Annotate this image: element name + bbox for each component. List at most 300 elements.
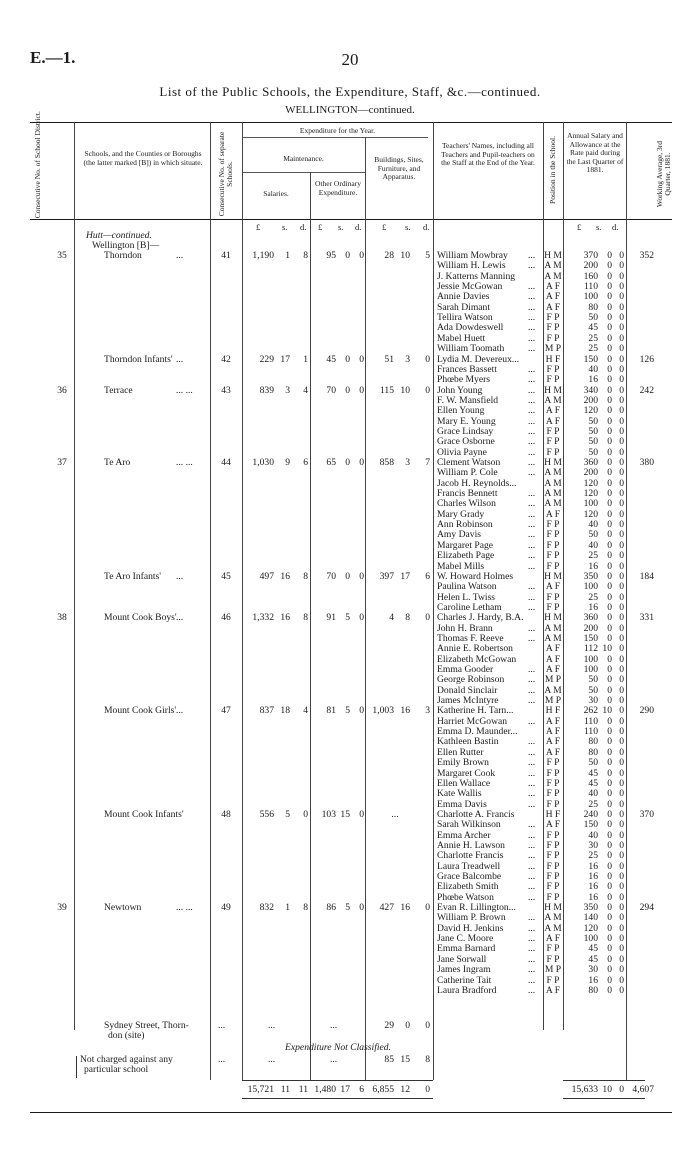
as-pence: 0: [619, 415, 624, 427]
as-pounds: 100: [583, 498, 598, 510]
position: A F: [545, 281, 561, 293]
school-no: 44: [221, 457, 231, 468]
as-shillings: 0: [607, 674, 612, 686]
as-pounds: 80: [588, 746, 598, 758]
bld-shillings: 10: [400, 384, 410, 396]
position: F P: [546, 560, 560, 572]
position: A M: [544, 477, 562, 489]
position: H M: [544, 902, 562, 914]
bld-pence: 7: [425, 457, 430, 468]
as-shillings: 0: [607, 881, 612, 893]
sal-pence: 4: [303, 705, 308, 717]
as-shillings: 0: [607, 695, 612, 707]
table-row: [0, 1085, 700, 1095]
bld-pounds: 29: [384, 1020, 394, 1031]
table-row: [0, 976, 700, 986]
leader-dots: ...: [528, 363, 536, 375]
as-pounds: 16: [588, 871, 598, 882]
teacher-name: Jacob H. Reynolds...: [437, 478, 517, 489]
as-pounds: 200: [583, 467, 598, 479]
teacher-name: F. W. Mansfield: [437, 395, 499, 406]
bld-pounds: 397: [379, 570, 394, 582]
not-classified-heading: Expenditure Not Classified.: [285, 1042, 391, 1053]
table-row: [0, 437, 700, 447]
teacher-name: Margaret Cook: [437, 768, 496, 779]
leader-dots: ...: [528, 788, 536, 800]
sal-pounds: 1,332: [252, 612, 274, 624]
total-sal-shillings: 11: [280, 1084, 290, 1095]
header-position: Position in the School.: [548, 136, 557, 204]
as-pence: 0: [619, 933, 624, 945]
school-name: Te Aro: [104, 457, 131, 468]
totals-rule-top: [242, 1080, 433, 1081]
as-pence: 0: [619, 498, 624, 510]
as-shillings: 0: [607, 860, 612, 872]
as-pounds: 50: [588, 757, 598, 769]
as-shillings: 0: [607, 664, 612, 675]
position: F P: [546, 850, 560, 862]
oth-pounds: 45: [326, 353, 336, 365]
teacher-name: Grace Lindsay: [437, 426, 494, 437]
footer-rule: [30, 1112, 672, 1113]
as-pounds: 16: [588, 860, 598, 872]
total-oth-pounds: 1,480: [314, 1084, 336, 1095]
as-pence: 0: [619, 560, 624, 572]
sal-pence: 8: [303, 250, 308, 261]
position: H F: [545, 353, 561, 365]
leader-dots: ...: [528, 529, 536, 541]
bld-pence: 0: [425, 612, 430, 624]
as-pounds: 40: [588, 788, 598, 800]
as-pounds: 120: [583, 405, 598, 417]
position: H F: [545, 705, 561, 717]
as-pounds: 370: [583, 250, 598, 261]
leader-dots: ...: [176, 353, 184, 365]
teacher-name: William P. Brown: [437, 913, 506, 924]
header-bottom-rule: [30, 219, 672, 220]
teacher-name: Annie Davies: [437, 292, 490, 303]
total-sal-pence: 11: [298, 1084, 308, 1095]
bld-pounds: 858: [379, 457, 394, 468]
as-shillings: 0: [607, 281, 612, 293]
teacher-name: Emily Brown: [437, 758, 489, 769]
table-row: [0, 355, 700, 365]
oth-pence: 0: [359, 612, 364, 624]
leader-dots: ...: [176, 612, 184, 624]
as-shillings: 0: [607, 746, 612, 758]
as-pence: 0: [619, 684, 624, 696]
leader-dots: ...: [528, 684, 536, 696]
school-name: don (site): [108, 1030, 145, 1041]
as-pounds: 150: [583, 353, 598, 365]
oth-pence: 0: [359, 457, 364, 468]
as-pence: 0: [619, 384, 624, 396]
as-pounds: 240: [583, 808, 598, 820]
teacher-name: Jane C. Moore: [437, 934, 494, 945]
leader-dots: ...: [528, 498, 536, 510]
as-pence: 0: [619, 808, 624, 820]
as-pence: 0: [619, 312, 624, 324]
teacher-name: James McIntyre: [437, 696, 499, 707]
as-pounds: 120: [583, 922, 598, 934]
bld-pounds: 51: [384, 353, 394, 365]
as-pounds: 25: [588, 591, 598, 603]
as-pounds: 100: [583, 581, 598, 593]
position: F P: [546, 529, 560, 541]
as-pounds: 16: [588, 374, 598, 386]
leader-dots: ...: [528, 322, 536, 334]
table-row: [0, 323, 700, 333]
sal-pence: 4: [303, 384, 308, 396]
teacher-name: Elizabeth Page: [437, 551, 495, 562]
attendance: 126: [639, 353, 654, 365]
as-shillings: 10: [602, 643, 612, 655]
position: F P: [546, 601, 560, 613]
table-row: [0, 1021, 700, 1031]
header-schools: Schools, and the Counties or Boroughs (the latter marked [B]) in which situate.: [83, 149, 203, 167]
as-pence: 0: [619, 425, 624, 437]
position: H F: [545, 808, 561, 820]
as-pounds: 200: [583, 622, 598, 634]
not-classified-heading-row: [0, 1043, 700, 1053]
position: A M: [544, 684, 562, 696]
teacher-name: Kathleen Bastin: [437, 737, 499, 748]
teacher-name: William P. Cole: [437, 468, 498, 479]
position: M P: [544, 343, 562, 355]
as-shillings: 0: [607, 871, 612, 882]
as-shillings: 0: [607, 508, 612, 520]
as-pounds: 50: [588, 684, 598, 696]
as-pence: 0: [619, 902, 624, 914]
as-pence: 0: [619, 446, 624, 458]
as-shillings: 0: [607, 808, 612, 820]
table-row: [0, 375, 700, 385]
position: A F: [545, 726, 561, 738]
as-pence: 0: [619, 943, 624, 955]
teacher-name: Ellen Rutter: [437, 747, 484, 758]
sal-pounds: 556: [259, 808, 274, 820]
sal-pence: 1: [303, 353, 308, 365]
teacher-name: Ada Dowdeswell: [437, 323, 504, 334]
position: F P: [546, 539, 560, 551]
leader-dots: ...: [528, 922, 536, 934]
attendance: 242: [639, 384, 654, 396]
district-no: 38: [57, 612, 67, 624]
as-pence: 0: [619, 964, 624, 976]
teacher-name: George Robinson: [437, 675, 505, 686]
attendance: 331: [639, 612, 654, 624]
table-row: [0, 789, 700, 799]
district-no: 39: [57, 902, 67, 914]
as-shillings: 0: [607, 343, 612, 355]
leader-dots: ...: [528, 777, 536, 789]
oth-pence: 0: [359, 384, 364, 396]
leader-dots: ...: [528, 891, 536, 903]
as-pounds: 40: [588, 539, 598, 551]
as-shillings: 0: [607, 260, 612, 272]
as-pence: 0: [619, 736, 624, 748]
as-pence: 0: [619, 891, 624, 903]
as-shillings: 0: [607, 394, 612, 406]
as-shillings: 0: [607, 415, 612, 427]
position: F P: [546, 425, 560, 437]
teacher-name: Thomas F. Reeve: [437, 633, 504, 644]
as-pence: 0: [619, 829, 624, 841]
leader-dots: ...: [528, 519, 536, 531]
position: F P: [546, 953, 560, 965]
leader-dots: ...: [528, 664, 536, 675]
as-pence: 0: [619, 757, 624, 769]
as-shillings: 0: [607, 653, 612, 665]
leader-dots: ...: [528, 332, 536, 344]
as-shillings: 0: [607, 529, 612, 541]
bld-shillings: 3: [405, 457, 410, 468]
as-pounds: 80: [588, 984, 598, 996]
bld-pence: 0: [425, 902, 430, 914]
teacher-name: Ann Robinson: [437, 520, 493, 531]
teacher-name: William H. Lewis: [437, 261, 506, 272]
leader-dots: ...: [528, 974, 536, 986]
as-shillings: 0: [607, 891, 612, 903]
sal-pounds: 229: [259, 353, 274, 365]
as-pence: 0: [619, 788, 624, 800]
attendance: 294: [639, 902, 654, 914]
leader-dots: ...: [528, 860, 536, 872]
position: F P: [546, 839, 560, 851]
district-no: 37: [57, 457, 67, 468]
leader-dots: ...: [528, 622, 536, 634]
teacher-name: William Mowbray: [437, 251, 508, 261]
oth-shillings: 15: [340, 808, 350, 820]
as-shillings: 0: [607, 270, 612, 282]
position: A F: [545, 508, 561, 520]
as-pence: 0: [619, 405, 624, 417]
as-shillings: 0: [607, 405, 612, 417]
teacher-name: Margaret Page: [437, 540, 494, 551]
as-pence: 0: [619, 777, 624, 789]
total-attendance: 4,607: [632, 1084, 654, 1095]
position: A F: [545, 581, 561, 593]
oth-pence: 0: [359, 250, 364, 261]
sal-pence: 8: [303, 570, 308, 582]
as-pounds: 50: [588, 436, 598, 448]
teacher-name: Grace Osborne: [437, 437, 495, 448]
not-classified-label: particular school: [84, 1064, 149, 1075]
leader-dots: ...: [528, 508, 536, 520]
bld-shillings: 15: [400, 1054, 410, 1065]
maintenance-rule: [242, 172, 365, 173]
position: A M: [544, 394, 562, 406]
teacher-name: Laura Bradford: [437, 985, 497, 996]
school-no: 42: [221, 353, 231, 365]
bld-pence: 5: [425, 250, 430, 261]
as-pence: 0: [619, 850, 624, 862]
as-pence: 0: [619, 343, 624, 355]
as-pounds: 110: [583, 726, 598, 738]
school-no: 48: [221, 808, 231, 820]
position: A F: [545, 643, 561, 655]
as-pence: 0: [619, 322, 624, 334]
header-expenditure: Expenditure for the Year.: [299, 126, 376, 135]
position: A F: [545, 301, 561, 313]
position: M P: [544, 674, 562, 686]
teacher-name: Phœbe Myers: [437, 375, 491, 386]
header-teachers: Teachers' Names, including all Teachers and Pupil-teachers on the Staff at the End of the Year.: [441, 141, 535, 167]
position: F P: [546, 777, 560, 789]
as-pence: 0: [619, 260, 624, 272]
teacher-name: Laura Treadwell: [437, 861, 501, 872]
position: F P: [546, 363, 560, 375]
table-row: [0, 737, 700, 747]
as-pounds: 100: [583, 664, 598, 675]
bld-pence: 0: [425, 353, 430, 365]
intro-row: Wellington [B]—: [92, 240, 160, 251]
school-name: Te Aro Infants': [104, 570, 162, 582]
as-shillings: 0: [607, 622, 612, 634]
leader-dots: ...: [528, 829, 536, 841]
teacher-name: Donald Sinclair: [437, 685, 498, 696]
leader-dots: ...: [528, 943, 536, 955]
as-shillings: 0: [607, 332, 612, 344]
as-pence: 0: [619, 674, 624, 686]
leader-dots: ...: [528, 632, 536, 644]
bld-empty: ...: [391, 808, 399, 820]
teacher-name: Frances Bassett: [437, 364, 497, 375]
table-row: [0, 292, 700, 302]
leader-dots: ...: [528, 591, 536, 603]
leader-dots: ...: [528, 384, 536, 396]
as-pounds: 50: [588, 529, 598, 541]
position: F P: [546, 891, 560, 903]
oth-shillings: 5: [345, 612, 350, 624]
as-pounds: 140: [583, 912, 598, 924]
teacher-name: Evan R. Lillington...: [437, 903, 516, 914]
as-pence: 0: [619, 622, 624, 634]
position: A F: [545, 933, 561, 945]
teacher-name: W. Howard Holmes: [437, 571, 514, 582]
position: A F: [545, 415, 561, 427]
school-no: 41: [221, 250, 231, 261]
teacher-name: Olivia Payne: [437, 447, 487, 458]
leader-dots: ...: [528, 343, 536, 355]
as-pence: 0: [619, 664, 624, 675]
total-as-shillings: 10: [602, 1084, 612, 1095]
bld-shillings: 0: [405, 1020, 410, 1031]
as-shillings: 0: [607, 984, 612, 996]
school-no: ...: [218, 1054, 226, 1065]
leader-dots: ...: [528, 550, 536, 562]
as-pence: 0: [619, 281, 624, 293]
as-shillings: 0: [607, 953, 612, 965]
as-shillings: 0: [607, 457, 612, 468]
position: F P: [546, 829, 560, 841]
as-shillings: 0: [607, 301, 612, 313]
as-pounds: 40: [588, 519, 598, 531]
position: F P: [546, 798, 560, 810]
position: F P: [546, 974, 560, 986]
bld-pounds: 427: [379, 902, 394, 914]
as-pence: 0: [619, 457, 624, 468]
sal-shillings: 5: [285, 808, 290, 820]
brace-line: [76, 1056, 77, 1078]
as-pence: 0: [619, 250, 624, 261]
oth-shillings: 5: [345, 902, 350, 914]
school-no: 43: [221, 384, 231, 396]
as-shillings: 0: [607, 974, 612, 986]
sal-shillings: 18: [280, 705, 290, 717]
as-shillings: 0: [607, 539, 612, 551]
total-bld-pence: 0: [425, 1084, 430, 1095]
position: A M: [544, 467, 562, 479]
as-pounds: 16: [588, 891, 598, 903]
as-shillings: 0: [607, 250, 612, 261]
teacher-name: Emma D. Maunder...: [437, 727, 518, 738]
as-pounds: 30: [588, 964, 598, 976]
as-pounds: 40: [588, 829, 598, 841]
teacher-name: Mary E. Young: [437, 416, 496, 427]
oth-pounds: 86: [326, 902, 336, 914]
leader-dots: ...: [528, 260, 536, 272]
leader-dots: ...: [528, 964, 536, 976]
as-pounds: 25: [588, 798, 598, 810]
as-shillings: 0: [607, 798, 612, 810]
teacher-name: Amy Davis: [437, 530, 481, 541]
leader-dots: ...: [528, 394, 536, 406]
not-classified-label: Not charged against any: [80, 1054, 173, 1065]
as-shillings: 0: [607, 591, 612, 603]
attendance: 184: [639, 570, 654, 582]
leader-dots: ...: [528, 819, 536, 831]
totals-rule-top-right: [563, 1080, 645, 1081]
as-pounds: 110: [583, 715, 598, 727]
oth-pounds: 91: [326, 612, 336, 624]
position: A M: [544, 912, 562, 924]
teacher-name: J. Katterns Manning: [437, 271, 516, 282]
sal-pence: 6: [303, 457, 308, 468]
as-pounds: 50: [588, 446, 598, 458]
table-title: List of the Public Schools, the Expenditure, Staff, &c.—continued.: [159, 84, 541, 99]
total-bld-shillings: 12: [400, 1084, 410, 1095]
position: H M: [544, 570, 562, 582]
as-shillings: 0: [607, 312, 612, 324]
total-oth-pence: 6: [359, 1084, 364, 1095]
leader-dots: ... ...: [176, 457, 193, 468]
leader-dots: ...: [528, 457, 536, 468]
as-shillings: 0: [607, 684, 612, 696]
as-pounds: 45: [588, 777, 598, 789]
as-shillings: 0: [607, 581, 612, 593]
leader-dots: ...: [528, 539, 536, 551]
oth-shillings: 0: [345, 353, 350, 365]
attendance: 370: [639, 808, 654, 820]
bld-pounds: 115: [379, 384, 394, 396]
header-district-no: Consecutive No. of School District.: [32, 111, 42, 219]
table-row: [0, 758, 700, 768]
position: F P: [546, 943, 560, 955]
leader-dots: ...: [528, 312, 536, 324]
as-pence: 0: [619, 839, 624, 851]
teacher-name: Elizabeth Smith: [437, 882, 499, 893]
position: A F: [545, 819, 561, 831]
position: F P: [546, 322, 560, 334]
table-row: [0, 944, 700, 954]
leader-dots: ...: [528, 715, 536, 727]
as-shillings: 0: [607, 632, 612, 644]
total-bld-pounds: 6,855: [372, 1084, 394, 1095]
as-pounds: 100: [583, 291, 598, 303]
school-name: Mount Cook Boys': [104, 612, 177, 624]
as-shillings: 0: [607, 322, 612, 334]
